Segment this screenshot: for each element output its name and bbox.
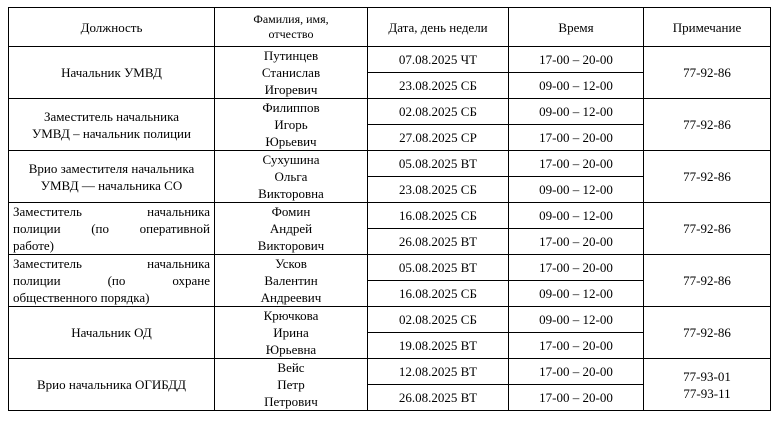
- surname: Фомин: [271, 204, 311, 219]
- position-text: УМВД – начальник полиции: [32, 125, 191, 141]
- patronymic: Юрьевна: [265, 342, 317, 357]
- date-cell: 05.08.2025 ВТ: [368, 151, 509, 177]
- table-row: [9, 359, 771, 385]
- table-row: [9, 151, 771, 177]
- surname: Путинцев: [263, 48, 319, 63]
- person-cell: [215, 307, 368, 359]
- position-cell: [9, 203, 215, 255]
- table-row: [9, 307, 771, 333]
- surname: Сухушина: [262, 152, 320, 167]
- time-cell: 17-00 – 20-00: [509, 359, 644, 385]
- date-cell: 26.08.2025 ВТ: [368, 385, 509, 411]
- header-full-name: [215, 8, 368, 47]
- patronymic: Юрьевич: [265, 134, 317, 149]
- time-cell: 09-00 – 12-00: [509, 307, 644, 333]
- person-cell: [215, 47, 368, 99]
- time-cell: 09-00 – 12-00: [509, 177, 644, 203]
- note-cell: [644, 99, 771, 151]
- position-cell: [9, 255, 215, 307]
- phone-number: 77-92-86: [683, 169, 731, 184]
- note-cell: [644, 359, 771, 411]
- first-name: Валентин: [264, 273, 318, 288]
- time-cell: 17-00 – 20-00: [509, 385, 644, 411]
- patronymic: Игоревич: [264, 82, 318, 97]
- first-name: Андрей: [269, 221, 313, 236]
- header-position: Должность: [9, 8, 215, 47]
- position-text: УМВД — начальника СО: [40, 177, 183, 193]
- header-note: Примечание: [644, 8, 771, 47]
- position-cell: [9, 359, 215, 411]
- first-name: Ольга: [274, 169, 308, 184]
- note-cell: [644, 255, 771, 307]
- note-cell: [644, 307, 771, 359]
- surname: Филиппов: [262, 100, 320, 115]
- note-cell: [644, 203, 771, 255]
- date-cell: 19.08.2025 ВТ: [368, 333, 509, 359]
- position-text: работе): [13, 238, 54, 253]
- surname: Вейс: [277, 360, 305, 375]
- first-name: Ирина: [273, 325, 309, 340]
- person-cell: [215, 255, 368, 307]
- phone-number: 77-92-86: [683, 221, 731, 236]
- time-cell: 17-00 – 20-00: [509, 333, 644, 359]
- phone-number: 77-92-86: [683, 117, 731, 132]
- position-text: Врио заместителя начальника: [28, 160, 195, 176]
- date-cell: 02.08.2025 СБ: [368, 99, 509, 125]
- position-cell: [9, 99, 215, 151]
- patronymic: Викторович: [257, 238, 325, 253]
- patronymic: Петрович: [264, 394, 318, 409]
- reception-schedule-table: [8, 7, 771, 411]
- date-cell: 16.08.2025 СБ: [368, 203, 509, 229]
- position-text: полиции (по оперативной: [13, 221, 210, 236]
- surname: Усков: [275, 256, 307, 271]
- person-cell: [215, 359, 368, 411]
- position-text: Врио начальника ОГИБДД: [37, 377, 186, 392]
- phone-number: 77-92-86: [683, 325, 731, 340]
- time-cell: 09-00 – 12-00: [509, 203, 644, 229]
- position-cell: [9, 307, 215, 359]
- date-cell: 23.08.2025 СБ: [368, 73, 509, 99]
- patronymic: Андреевич: [260, 290, 322, 305]
- date-cell: 23.08.2025 СБ: [368, 177, 509, 203]
- time-cell: 09-00 – 12-00: [509, 99, 644, 125]
- position-text: полиции (по охране: [13, 273, 210, 288]
- person-cell: [215, 99, 368, 151]
- date-cell: 26.08.2025 ВТ: [368, 229, 509, 255]
- header-full-name-line2: отчество: [268, 27, 314, 41]
- time-cell: 17-00 – 20-00: [509, 255, 644, 281]
- first-name: Петр: [277, 377, 305, 392]
- person-cell: [215, 151, 368, 203]
- date-cell: 07.08.2025 ЧТ: [368, 47, 509, 73]
- phone-number: 77-93-01: [683, 368, 731, 384]
- table-header-row: [9, 8, 771, 47]
- position-cell: [9, 151, 215, 203]
- header-time: Время: [509, 8, 644, 47]
- table-row: [9, 203, 771, 229]
- time-cell: 17-00 – 20-00: [509, 125, 644, 151]
- first-name: Станислав: [261, 65, 321, 80]
- time-cell: 09-00 – 12-00: [509, 73, 644, 99]
- note-cell: [644, 47, 771, 99]
- time-cell: 17-00 – 20-00: [509, 47, 644, 73]
- phone-number: 77-92-86: [683, 65, 731, 80]
- patronymic: Викторовна: [258, 186, 324, 201]
- date-cell: 27.08.2025 СР: [368, 125, 509, 151]
- first-name: Игорь: [274, 117, 308, 132]
- position-text: Начальник ОД: [71, 325, 152, 340]
- date-cell: 16.08.2025 СБ: [368, 281, 509, 307]
- date-cell: 05.08.2025 ВТ: [368, 255, 509, 281]
- time-cell: 17-00 – 20-00: [509, 229, 644, 255]
- position-text: Заместитель начальника: [13, 204, 210, 219]
- phone-number: 77-93-11: [683, 385, 731, 401]
- date-cell: 12.08.2025 ВТ: [368, 359, 509, 385]
- header-date: Дата, день недели: [368, 8, 509, 47]
- time-cell: 17-00 – 20-00: [509, 151, 644, 177]
- date-cell: 02.08.2025 СБ: [368, 307, 509, 333]
- time-cell: 09-00 – 12-00: [509, 281, 644, 307]
- note-cell: [644, 151, 771, 203]
- person-cell: [215, 203, 368, 255]
- position-cell: [9, 47, 215, 99]
- table-row: [9, 47, 771, 73]
- position-text: общественного порядка): [13, 290, 150, 305]
- table-row: [9, 255, 771, 281]
- header-full-name-line1: Фамилия, имя,: [253, 12, 329, 26]
- table-row: [9, 99, 771, 125]
- position-text: Заместитель начальника: [44, 108, 179, 124]
- position-text: Заместитель начальника: [13, 256, 210, 271]
- surname: Крючкова: [263, 308, 319, 323]
- phone-number: 77-92-86: [683, 273, 731, 288]
- position-text: Начальник УМВД: [61, 65, 162, 80]
